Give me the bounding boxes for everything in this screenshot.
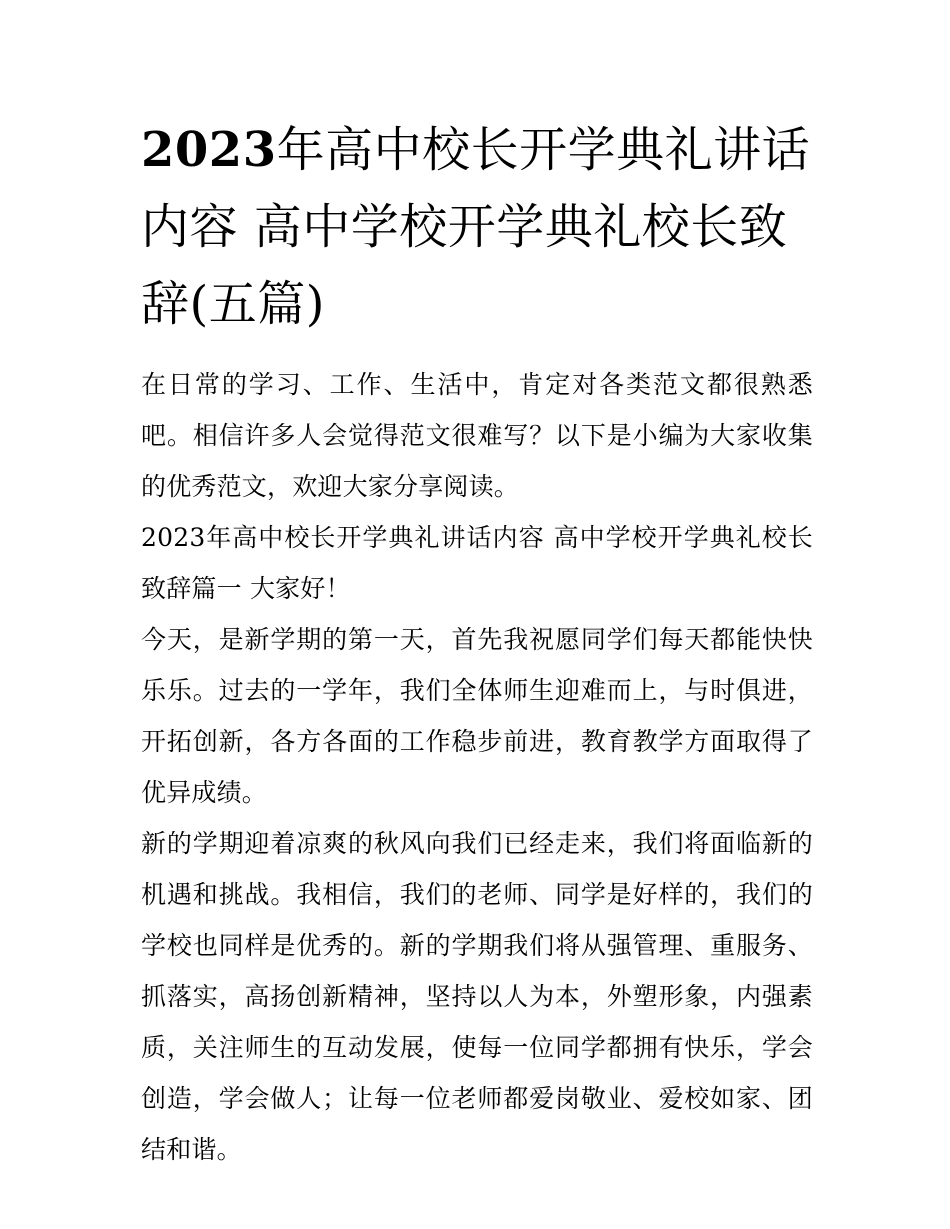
section-heading-paragraph: 2023年高中校长开学典礼讲话内容 高中学校开学典礼校长致辞篇一 大家好！ xyxy=(141,523,813,603)
document-body xyxy=(141,359,813,1175)
document-title xyxy=(141,112,813,343)
intro-paragraph: 在日常的学习、工作、生活中，肯定对各类范文都很熟悉吧。相信许多人会觉得范文很难写？以下是小编为大家收集的优秀范文，欢迎大家分享阅读。 xyxy=(141,370,813,501)
body-paragraph: 今天，是新学期的第一天，首先我祝愿同学们每天都能快快乐乐。过去的一学年，我们全体师生迎难而上，与时俱进，开拓创新，各方各面的工作稳步前进，教育教学方面取得了优异成绩。 xyxy=(141,625,813,807)
body-paragraph: 新的学期迎着凉爽的秋风向我们已经走来，我们将面临新的机遇和挑战。我相信，我们的老师、同学是好样的，我们的学校也同样是优秀的。新的学期我们将从强管理、重服务、抓落实，高扬创新精神，坚持以人为本，外塑形象，内强素质，关注师生的互动发展，使每一位同学都拥有快乐，学会创造，学会做人；让每一位老师都爱岗敬业、爱校如家、团结和谐。 xyxy=(141,829,813,1164)
title-text: 年高中校长开学典礼讲话内容 高中学校开学典礼校长致辞(五篇) xyxy=(141,122,811,332)
title-year: 2023 xyxy=(141,122,277,178)
document-content xyxy=(141,112,813,1175)
